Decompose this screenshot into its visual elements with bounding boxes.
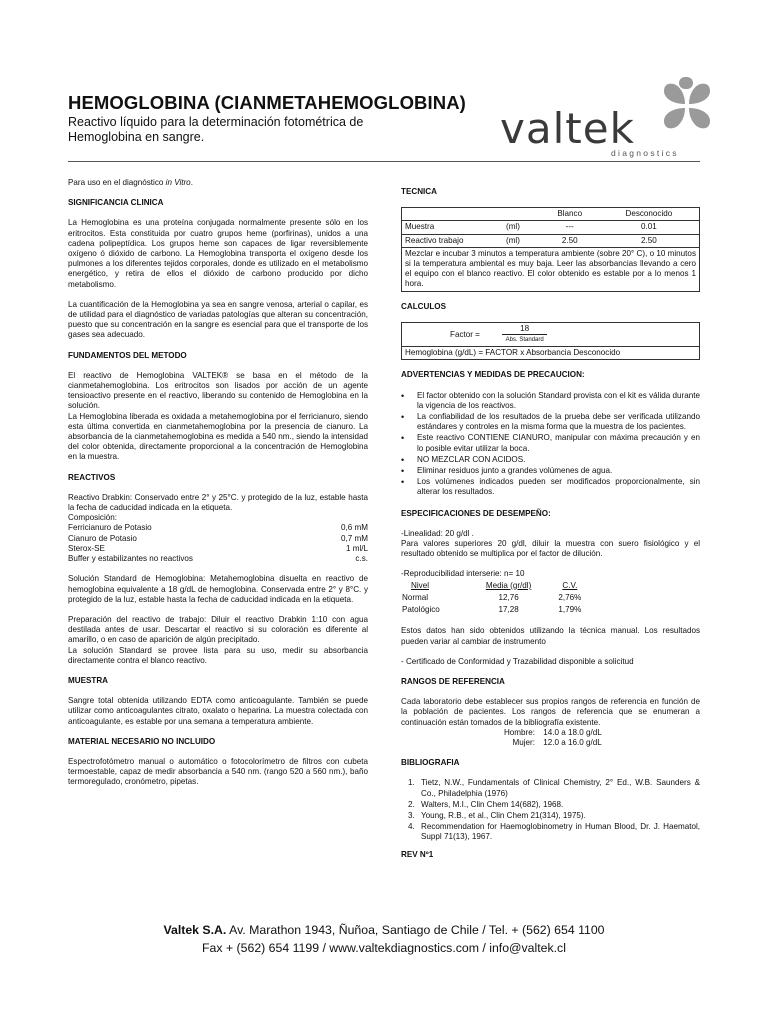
composicion-label: Composición: [68, 513, 118, 523]
section-reactivos-title: REACTIVOS [68, 472, 116, 482]
significancia-paragraph-2: La cuantificación de la Hemoglobina ya sea en sangre venosa, arterial o capilar, es de utilidad para el diagnóstico de variadas patologías que alteran su concentración, puesto que su concentración en la sangre es esencial para que el transporte de los gases sea adecuado. [68, 299, 368, 340]
rango-mujer: Mujer: 12.0 a 16.0 g/dL [512, 737, 602, 747]
table-header-row: Nivel Media (gr/dl) C.V. [411, 580, 578, 590]
table-row: Mezclar e incubar 3 minutos a temperatura ambiente (sobre 20° C), o 10 minutos si la temperatura ambiental es muy baja. Leer las absorbancias llevando a cero el equipo con el blanco reactivo. El color obtenido es estable por a lo menos 1 hora. [402, 247, 700, 291]
factor-label: Factor = [450, 329, 480, 339]
section-material-title: MATERIAL NECESARIO NO INCLUIDO [68, 736, 216, 746]
material-paragraph: Espectrofotómetro manual o automático o fotocolorímetro de filtros con cubeta termoestable, capaz de medir absorbancia a 540 nm. (rango 520 a 560 nm.), baño termoregulado, cronómetro, pipetas. [68, 756, 368, 787]
right-column [401, 187, 700, 860]
factor-row [402, 322, 700, 346]
footer-contact: Fax + (562) 654 1199 / www.valtekdiagnostics.com / info@valtek.cl [202, 941, 566, 955]
table-header-row: Blanco Desconocido [402, 208, 700, 221]
section-muestra-title: MUESTRA [68, 675, 109, 685]
list-item: 1. Tietz, N.W., Fundamentals of Clinical Chemistry, 2° Ed., W.B. Saunders & Co., Philadelphia (1976) [417, 778, 700, 798]
list-item: 2. Walters, M.I., Clin Chem 14(682), 1968. [417, 800, 700, 810]
composition-row: Cianuro de Potasio 0,7 mM [68, 533, 368, 543]
datos-paragraph: Estos datos han sido obtenidos utilizando la técnica manual. Los resultados pueden variar al cambiar de instrumento [401, 626, 700, 646]
formula-row [402, 347, 700, 360]
linealidad-paragraph: Para valores superiores 20 g/dl, diluir la muestra con suero fisiológico y el resultado obtenido se multiplica por el factor de dilución. [401, 539, 700, 559]
tecnica-table [401, 207, 700, 291]
list-item: • Los volúmenes indicados pueden ser modificados proporcionalmente, sin alterar los resultados. [417, 477, 700, 497]
factor-fraction [502, 324, 547, 345]
muestra-paragraph: Sangre total obtenida utilizando EDTA como anticoagulante. También se puede utilizar como anticoagulantes citrato, oxalato o heparina. La muestra colectada con anticoagulante, es estable por una semana a temperatura ambiente. [68, 696, 368, 726]
section-tecnica-title: TECNICA [401, 187, 437, 196]
section-especificaciones-title: ESPECIFICACIONES DE DESEMPEÑO: [401, 508, 551, 518]
standard-paragraph: Solución Standard de Hemoglobina: Metahemoglobina disuelta en reactivo de hemoglobina equivalente a 18 g/dL de hemoglobina. Conservada entre 2° y 8°C. y protegido de la luz, estable hasta la fecha de caducidad indicada en la etiqueta. [68, 574, 368, 604]
list-item: • NO MEZCLAR CON ACIDOS. [417, 455, 700, 465]
hemoglobina-formula: Hemoglobina (g/dL) = FACTOR x Absorbancia Desconocido [402, 347, 700, 360]
calculos-table [401, 322, 700, 361]
footer-address: Valtek S.A. Av. Marathon 1943, Ñuñoa, Santiago de Chile / Tel. + (562) 654 1100 [163, 923, 605, 937]
fundamentos-paragraph-2: La Hemoglobina liberada es oxidada a metahemoglobina por el ferricianuro, siendo esta última convertida en cianmetahemoglobina por la presencia de cianuro. La absorbancia de la cianmetahemoglobina es medida a 540 nm., siendo la intensidad del color obtenida, directamente proporcional a la concentración de Hemoglobina en la muestra. [68, 411, 368, 462]
fundamentos-paragraph-1: El reactivo de Hemoglobina VALTEK® se basa en el método de la cianmetahemoglobina. Los eritrocitos son lisados por acción de un agente tensioactivo presente en el reactivo, liberando su contenido de Hemoglobina en la solución. [68, 370, 368, 411]
composition-list [68, 523, 368, 564]
list-item: • El factor obtenido con la solución Standard provista con el kit es válida durante la vigencia de los reactivos. [417, 391, 700, 411]
table-row: Muestra (ml) --- 0.01 [402, 221, 700, 234]
list-item: • Eliminar residuos junto a grandes volúmenes de agua. [417, 466, 700, 476]
factor-denominator: Abs. Standard [505, 337, 544, 344]
composition-row: Ferricianuro de Potasio 0,6 mM [68, 523, 368, 533]
table-row: Reactivo trabajo (ml) 2.50 2.50 [402, 234, 700, 247]
revision-label: REV Nº1 [401, 849, 434, 859]
section-bibliografia-title: BIBLIOGRAFIA [401, 758, 460, 768]
logo-mark-icon [650, 73, 720, 139]
reproducibilidad-title: -Reproducibilidad interserie: n= 10 [401, 569, 525, 579]
list-item: 3. Young, R.B., et al., Clin Chem 21(314), 1975). [417, 811, 700, 821]
document-title: HEMOGLOBINA (CIANMETAHEMOGLOBINA) [68, 92, 466, 113]
linealidad-line: -Linealidad: 20 g/dl . [401, 528, 474, 538]
composition-row: Sterox-SE 1 ml/L [68, 543, 368, 553]
reproducibilidad-table [401, 580, 591, 617]
significancia-paragraph-1: La Hemoglobina es una proteína conjugada normalmente presente sólo en los eritrocitos. Esta constituida por cuatro grupos heme (porfirinas), unidos a una cadena polipeptídica. Los grupos heme son capaces de ligar reversiblemente oxígeno ó dióxido de carbono. La Hemoglobina transporta el oxígeno desde los pulmones a los diferentes tejidos corporales, donde es utilizado en el metabolismo energético, y retira de ellos el dióxido de carbono producido por dicho metabolismo. [68, 218, 368, 289]
rango-hombre: Hombre: 14.0 a 18.0 g/dL [503, 727, 602, 737]
document-subtitle: Reactivo líquido para la determinación fotométrica de Hemoglobina en sangre. [68, 115, 364, 144]
list-item: 4. Recommendation for Haemoglobinometry in Human Blood, Dr. J. Haematol, Suppl 71(13), 1967. [417, 822, 700, 842]
section-calculos-title: CALCULOS [401, 301, 446, 311]
preparacion-paragraph-1: Preparación del reactivo de trabajo: Diluir el reactivo Drabkin 1:10 con agua destilada antes de usar. Descartar el reactivo si su coloración es diferente al amarillo, o en caso de aparición de algún precipitado. [68, 614, 368, 645]
reactivos-paragraph: Reactivo Drabkin: Conservado entre 2° y 25°C. y protegido de la luz, estable hasta la fecha de caducidad indicada en la etiqueta. [68, 492, 368, 513]
factor-numerator: 18 [502, 324, 547, 335]
rangos-paragraph: Cada laboratorio debe establecer sus propios rangos de referencia en función de la población de pacientes. Los rangos de referencia que se enumeran a continuación están tomados de la bibliografía existente. [401, 697, 700, 727]
certificado-line: - Certificado de Conformidad y Trazabilidad disponible a solicitud [401, 656, 634, 666]
table-row: Normal 12,76 2,76% [402, 592, 582, 602]
preparacion-paragraph-2: La solución Standard se provee lista para su uso, medir su absorbancia directamente contra el blanco reactivo. [68, 645, 368, 665]
list-item: • La confiabilidad de los resultados de la prueba debe ser verificada utilizando estándares y controles en la misma forma que la muestra de los pacientes. [417, 412, 700, 432]
advertencias-list [401, 391, 700, 498]
table-row: Patológico 17,28 1,79% [402, 605, 582, 615]
header-divider [68, 161, 700, 162]
section-rangos-title: RANGOS DE REFERENCIA [401, 676, 505, 686]
bibliografia-list [401, 778, 700, 842]
logo-subtext: diagnostics [611, 148, 679, 158]
section-significancia-title: SIGNIFICANCIA CLINICA [68, 198, 164, 208]
composition-row: Buffer y estabilizantes no reactivos c.s. [68, 554, 368, 564]
logo-wordmark: valtek [500, 104, 635, 153]
list-item: • Este reactivo CONTIENE CIANURO, manipular con máxima precaución y en lo posible evitar utilizar la boca. [417, 433, 700, 453]
uso-line: Para uso en el diagnóstico in Vitro. [68, 178, 193, 187]
section-advertencias-title: ADVERTENCIAS Y MEDIDAS DE PRECAUCION: [401, 370, 585, 380]
left-column [68, 178, 368, 788]
section-fundamentos-title: FUNDAMENTOS DEL METODO [68, 350, 187, 360]
